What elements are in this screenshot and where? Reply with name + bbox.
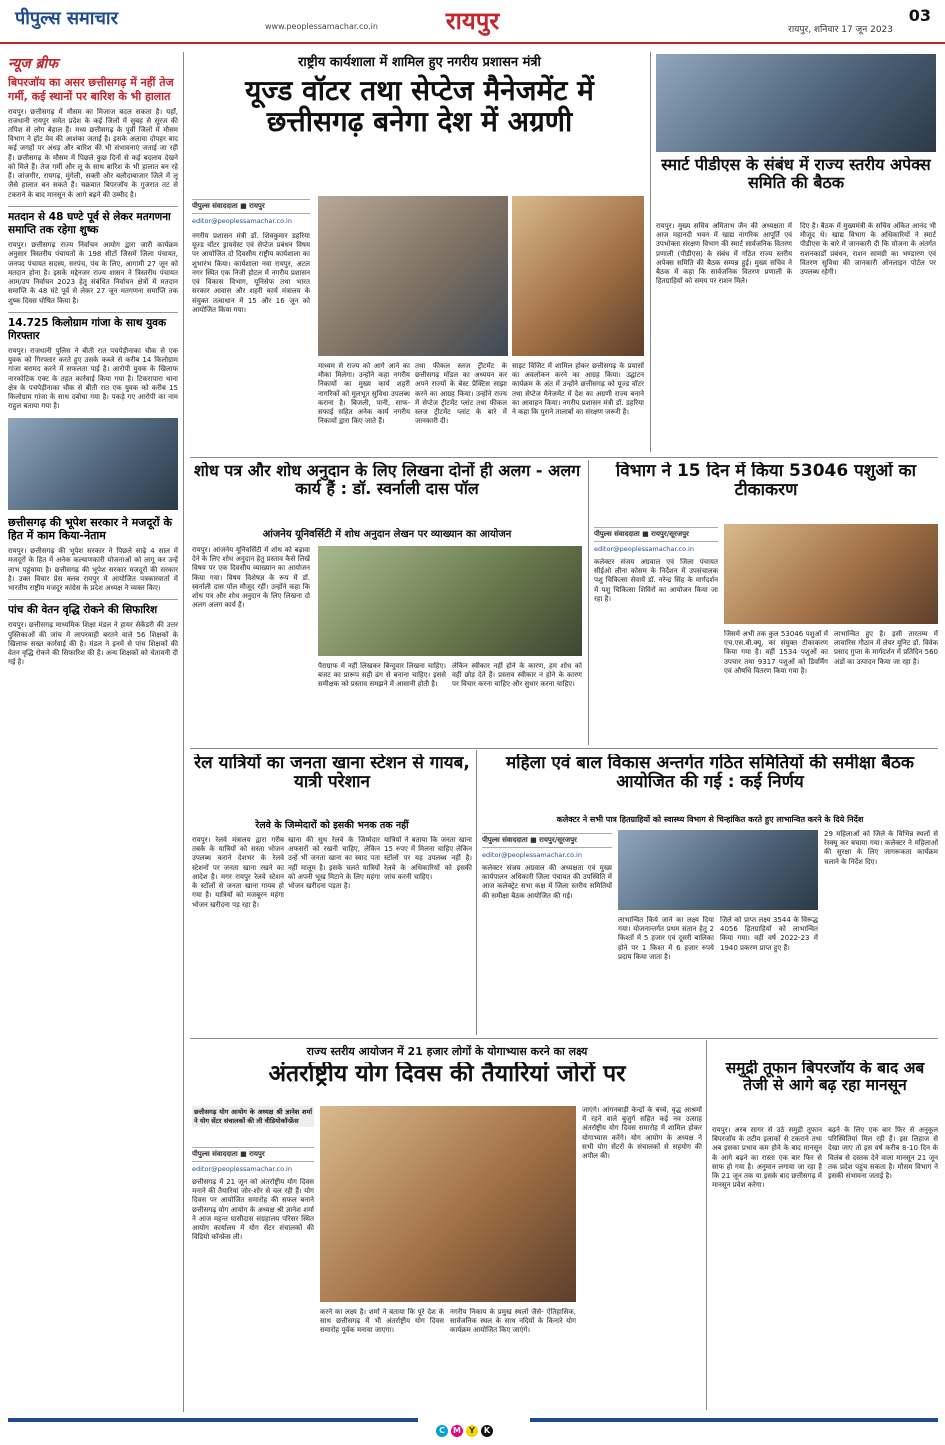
brief-headline: बिपरजॉय का असर छत्तीसगढ़ में नहीं तेज गर्मी, कई स्थानों पर बारिश के भी हालात (8, 76, 174, 103)
footer-strip (530, 1418, 938, 1422)
brand-logo: पीपुल्स समाचार (15, 8, 118, 29)
monsoon-body: रायपुर। अरब सागर से उठे समुद्री तूफान बिपरजॉय के तटीय इलाकों से टकराने तथा अब इसका प्रभाव कम होने के बाद मानसून के आगे बढ़ने का रास्ता एक बार फिर से साफ हो गया है। अनुमान लगाया जा रहा है कि 21 जून तक या इसके बाद छत्तीसगढ़ में मानसून प्रवेश करेगा। (712, 1126, 822, 1190)
brand-url[interactable]: www.peoplessamachar.co.in (265, 22, 378, 31)
city-title: रायपुर (445, 7, 500, 35)
lead-kicker: राष्ट्रीय कार्यशाला में शामिल हुए नगरीय प्रशासन मंत्री (298, 55, 541, 70)
lead-body: माध्यम से राज्य को आगे आने का मौका मिलेगा। उन्होंने कहा नगरीय निकायों का मुख्य कार्य शहरी नागरिकों को मूलभूत सुविधा उपलब्ध कराना है। बिजली, पानी, साफ-सफाई सहित अनेक कार्य नगरीय निकायों द्वारा किए जाते हैं। (318, 362, 410, 426)
cattle-body: जिसमें अभी तक कुल 53046 पशुओं में एच.एस.बी.क्यू. का संयुक्त टीकाकरण किया गया है। वहीं 1534 पशुओं का उपचार तथा 9317 पशुओं को डिवर्मिंग एवं औषधि वितरण किया गया है। (724, 630, 828, 675)
brief-photo (8, 418, 178, 510)
research-photo (318, 546, 582, 656)
footer-strip (8, 1418, 418, 1422)
yoga-body: नगरीय निकाय के प्रमुख स्थलों जैसे- ऐतिहासिक, सार्वजनिक स्थल के साथ नदियों के किनारे योग कार्यक्रम आयोजित किए जाएंगे। (450, 1308, 576, 1335)
women-body: लाभान्वित किये जाने का लक्ष्य दिया गया। योजनान्तर्गत प्रथम संतान हेतु 2 किश्तों में 5 हजार एवं दूसरी बालिका होने पर 1 किश्त में 6 हजार रुपये प्रदाय किया जाता है। (618, 916, 714, 961)
pds-headline: स्मार्ट पीडीएस के संबंध में राज्य स्तरीय अपेक्स समिति की बैठक (661, 156, 931, 192)
women-body: 29 महिलाओं को जिले के विभिन्न स्थलों से रेस्क्यू कर बचाया गया। कलेक्टर ने महिलाओं की सुरक्षा के लिए जागरूकता कार्यक्रम चलाने के निर्देश दिए। (824, 830, 938, 866)
lead-photo (318, 196, 508, 356)
pds-body: दिए है। बैठक में मुख्यमंत्री के सचिव अंकित आनंद भी मौजूद थे। खाद्य विभाग के अधिकारियों ने स्मार्ट पीडीएस के बारे में जानकारी दी कि योजना के अंतर्गत राशनकार्डों प्रबंधन, राशन सामग्री का भण्डारण एवं वितरण सुविधा की जानकारी ऑनलाइन पोर्टल पर उपलब्ध रहेगी। (800, 222, 936, 277)
research-headline: शोध पत्र और शोध अनुदान के लिए लिखना दोनों ही अलग - अलग कार्य हैं : डॉ. स्वर्नाली दास पॉल (193, 462, 581, 498)
brief-body: रायपुर। राजधानी पुलिस ने बीती रात पचपेड़ीनाका चौक से एक युवक को गिरफ्तार करते हुए उसके कब्जे से करीब 14 किलोग्राम गांजा बरामद करने में सफलता पाई है। आरोपी युवक के खिलाफ नारकोटिक एक्ट के तहत कार्रवाई किया गया है। टिकरापारा थाना क्षेत्र के पचपेड़ीनाका चौक से बीती रात एक युवक को करीब 15 किलोग्राम गांजा के साथ दबोचा गया है। पकड़े गए आरोपी का नाम राहुल बताया गया है। (8, 346, 178, 411)
yoga-email[interactable]: editor@peoplessamachar.co.in (192, 1165, 292, 1173)
cmyk-marks (436, 1425, 493, 1437)
research-body: रायपुर। आंजनेय यूनिवर्सिटी में शोध को बढ़ावा देने के लिए शोध अनुदान हेतु प्रस्ताव कैसे लिखें विषय पर एक दिवसीय व्याख्यान का आयोजन किया गया। विषय विशेषज्ञ के रूप में डॉ. स्वर्नाली दास पॉल मौजूद रहीं। उन्होंने कहा कि शोध पत्र और शोध अनुदान के लिए लिखना दो अलग अलग कार्य हैं। (192, 546, 310, 610)
women-email[interactable]: editor@peoplessamachar.co.in (482, 851, 582, 859)
masthead (0, 0, 945, 44)
brief-body: रायपुर। छत्तीसगढ़ में मौसम का मिजाज बदल सकता है। यहाँ, राजधानी रायपुर समेत प्रदेश के कई जिलों में सुबह से सूरज की तपिश से लोग बेहाल हैं। मध्य छत्तीसगढ़ के पूर्वी जिलों में मौसम विभाग ने हॉट वेव की आशंका जताई है। इसके अलावा दोपहर बाद कई जगहों पर अंधड़ और बारिश की भी संभावनाएं जताई जा रही हैं। छत्तीसगढ़ के मौसम में पिछले कुछ दिनों से कई बदलाव देखने को मिले हैं। तेज गर्मी और लू के साथ बारिश के भी हालात बन रहे हैं। जांजगीर, रायगढ़, मुंगेली, सक्ती और बलौदाबाजार जिले में लू जैसे हालात बन सकते हैं। चक्रवात बिपरजॉय के गुजरात तट से टकराने के बाद मानसून के आगे बढ़ने की उम्मीद है। (8, 107, 178, 199)
news-brief-label: न्यूज ब्रीफ (8, 56, 58, 72)
rail-body: रायपुर। रेलवे मंत्रालय द्वारा गरीब तबके के यात्रियों को सस्ता भोजन उपलब्ध कराने देशभर के रेलवे स्टेशनों पर जनता खाना रखने का आदेश है। मगर रायपुर रेलवे स्टेशन के स्टॉलों से जनता खाना गायब हो गया है। यात्रियों को मजबूरन महंगा भोजन खरीदना पड़ रहा है। (192, 836, 284, 909)
news-brief-column (8, 54, 178, 1409)
lead-byline: पीपुल्स संवाददाता ■ रायपुर editor@peoplessamachar.co.in (192, 196, 310, 230)
rail-body: यात्रियों ने बताया कि जनता खाना 15 रुपए में मिलना चाहिए लेकिन स्टॉलों पर यह उपलब्ध नहीं है। रेलवे के अधिकारियों को इसकी जांच करनी चाहिए। (384, 836, 472, 881)
brief-headline: 14.725 किलोग्राम गांजा के साथ युवक गिरफ्तार (8, 312, 178, 343)
brief-headline: छत्तीसगढ़ की भूपेश सरकार ने मजदूरों के हित में काम किया-नेताम (8, 515, 172, 543)
women-byline: पीपुल्स संवाददाता ■ रायपुर/सूरजपुर editor@peoplessamachar.co.in (482, 830, 612, 860)
cattle-body: कलेक्टर संजय अग्रवाल एवं जिला पंचायत सीईओ लीना कोसम के निर्देशन में उपसंचालक पशु चिकित्सा सेवायें डॉ. नरेन्द्र सिंह के मार्गदर्शन में पशु चिकित्सा शिविरों का आयोजन किया जा रहा है। (594, 558, 718, 603)
women-photo (618, 830, 818, 910)
yoga-photo (320, 1106, 576, 1302)
research-body: लेकिन स्वीकार नहीं होने के कारण, हम शोध को वहीं छोड़ देते हैं। प्रस्ताव स्वीकार न होने के कारण पर विचार करना चाहिए और सुधार करना चाहिए। (452, 662, 582, 689)
cmyk-dot: M (451, 1425, 463, 1437)
cattle-byline: पीपुल्स संवाददाता ■ रायपुर/सूरजपुर editor@peoplessamachar.co.in (594, 524, 718, 554)
lead-body: तथा फीकल स्लज ट्रीटमेंट के छत्तीसगढ़ मॉडल का अध्ययन कर अपने राज्यों के बेस्ट प्रैक्टिस साझा करने का आग्रह किया। उन्होंने राज्य में सेप्टेज ट्रीटमेंट प्लांट तथा फीकल स्लज ट्रीटमेंट प्लांट के बारे में जानकारी दी। (415, 362, 507, 426)
dateline: रायपुर, शनिवार 17 जून 2023 (788, 25, 893, 35)
yoga-byline: पीपुल्स संवाददाता ■ रायपुर editor@peoplessamachar.co.in (192, 1144, 314, 1174)
pds-photo (656, 54, 936, 152)
rail-subhead: रेलवे के जिम्मेदारों को इसकी भनक तक नहीं (255, 820, 409, 831)
cmyk-dot: Y (466, 1425, 478, 1437)
brief-body: रायपुर। छत्तीसगढ़ की भूपेश सरकार ने पिछले साढ़े 4 साल में मजदूरों के हित में अनेक कल्याणकारी योजनाओं को लागू कर उन्हें लाभ पहुंचाया है। छत्तीसगढ़ की भूपेश सरकार मजदूरों की सरकार है। उक्त विचार प्रेस क्लब रायपुर में आयोजित पत्रकारवार्ता में भारतीय राष्ट्रीय मजदूर कांग्रेस के प्रदेश अध्यक्ष ने व्यक्त किए। (8, 547, 178, 593)
yoga-headline: अंतर्राष्ट्रीय योग दिवस की तैयारियां जोरों पर (268, 1062, 626, 1087)
cmyk-dot: K (481, 1425, 493, 1437)
yoga-caption: छत्तीसगढ़ योग आयोग के अध्यक्ष श्री ज्ञानेश शर्मा ने योग सेंटर संचालकों की ली वीडियोकॉन्फ्रेंस (192, 1106, 314, 1127)
cattle-email[interactable]: editor@peoplessamachar.co.in (594, 545, 694, 553)
yoga-body: करने का लक्ष्य है। शर्मा ने बताया कि पूरे देश के साथ छत्तीसगढ़ में भी अंतर्राष्ट्रीय योग दिवस समारोह पूर्वक मनाया जाएगा। (320, 1308, 444, 1335)
cattle-photo (724, 524, 938, 624)
brief-body: रायपुर। छत्तीसगढ़ माध्यमिक शिक्षा मंडल ने हायर सेकेंडरी की उत्तर पुस्तिकाओं की जांच में लापरवाही बरतने वाले 56 शिक्षकों के खिलाफ सख्त कार्रवाई की है। मंडल ने इनमें से पांच शिक्षकों की वेतन वृद्धि रोकने की सिफारिश की है। अन्य शिक्षकों को चेतावनी दी गई है। (8, 621, 178, 667)
brief-headline: मतदान से 48 घण्टे पूर्व से लेकर मतगणना समाप्ति तक रहेगा शुष्क (8, 206, 178, 237)
cmyk-dot: C (436, 1425, 448, 1437)
lead-body: साइट विजिट में शामिल होकर छत्तीसगढ़ के प्रयासों का अवलोकन करने का आग्रह किया। उद्घाटन कार्यक्रम के अंत में उन्होंने छत्तीसगढ़ को यूज्ड वॉटर तथा सेप्टेज मैनेजमेंट में देश का अग्रणी राज्य बनाने का आवाहन किया। नगरीय प्रशासन मंत्री डॉ. डहरिया ने कहा कि पुराने तालाबों का संरक्षण जरूरी है। (512, 362, 644, 417)
rail-body: खाना की सुध रेलवे के जिम्मेदार अफसरों को रखनी चाहिए, लेकिन उन्हें भी जनता खाना का स्वाद पता नहीं मालूम है। इसके चलते यात्रियों को अपनी भूख मिटाने के लिए महंगा भोजन खरीदना पड़ता है। (288, 836, 380, 891)
women-body: जिले को प्राप्त लक्ष्य 3544 के विरूद्ध 4056 हितग्राहियों को लाभान्वित किया गया। वहीं वर्ष 2022-23 में 1940 प्रकरण प्राप्त हुए हैं। (720, 916, 818, 952)
yoga-kicker: राज्य स्तरीय आयोजन में 21 हजार लोगों के योगाभ्यास करने का लक्ष्य (306, 1045, 588, 1058)
lead-email[interactable]: editor@peoplessamachar.co.in (192, 217, 292, 225)
rail-headline: रेल यात्रियों का जनता खाना स्टेशन से गायब, यात्री परेशान (194, 754, 470, 793)
pds-body: रायपुर। मुख्य सचिव अमिताभ जैन की अध्यक्षता में आज महानदी भवन में खाद्य नागरिक आपूर्ति एवं उपभोक्ता संरक्षण विभाग की स्मार्ट सार्वजनिक वितरण प्रणाली (पीडीएस) के संबंध में गठित राज्य स्तरीय अपेक्स समिति की बैठक सम्पन्न हुई। मुख्य सचिव ने बैठक में कहा कि सार्वजनिक वितरण प्रणाली के हितग्राहियों को समय पर राशन मिले। (656, 222, 792, 286)
women-headline: महिला एवं बाल विकास अन्तर्गत गठित समितियों की समीक्षा बैठक आयोजित की गई : कई निर्णय (506, 754, 914, 793)
lead-photo-2 (512, 196, 644, 356)
page-number: 03 (908, 6, 931, 25)
cattle-headline: विभाग ने 15 दिन में किया 53046 पशुओं का टीकाकरण (615, 462, 917, 501)
research-subhead: आंजनेय यूनिवर्सिटी में शोध अनुदान लेखन पर व्याख्यान का आयोजन (262, 529, 512, 540)
monsoon-headline: समुद्री तूफान बिपरजॉय के बाद अब तेजी से आगे बढ़ रहा मानसून (725, 1060, 925, 1095)
yoga-body: छत्तीसगढ़ में 21 जून को अंतर्राष्ट्रीय योग दिवस मनाने की तैयारियां जोर-शोर से चल रही हैं। योग दिवस पर आयोजित समारोह की सफल बनाने छत्तीसगढ़ योग आयोग के अध्यक्ष श्री ज्ञानेश शर्मा ने आज महन्त घासीदास संग्रहालय परिसर स्थित आयोग कार्यालय में योग सेंटर संचालकों की विडियो कॉन्फ्रेंस ली। (192, 1178, 314, 1242)
cattle-body: लाभान्वित हुए है। इसी तारतम्य में लावारिस गौठान में लेयर यूनिट डॉ. विवेक प्रसाद गुप्ता के मार्गदर्शन में प्रतिदिन 560 अंडों का उत्पादन किया जा रहा है। (834, 630, 938, 666)
lead-headline: यूज्ड वॉटर तथा सेप्टेज मैनेजमेंट में छत्तीसगढ़ बनेगा देश में अग्रणी (245, 74, 594, 139)
lead-body: नगरीय प्रशासन मंत्री डॉ. शिवकुमार डहरिया यूज्ड वॉटर ड्रायवेस्ट एवं सेप्टेज प्रबंधन विषय पर आयोजित दो दिवसीय राष्ट्रीय कार्यशाला का शुभारंभ किया। कार्यशाला नवा रायपुर, अटल नगर स्थित एक निजी होटल में नगरीय प्रशासन एवं विकास विभाग, यूनिसेफ तथा भारत सरकार आवास और शहरी कार्य मंत्रालय के संयुक्त तत्वाधान में 15 और 16 जून को आयोजित किया गया। (192, 232, 310, 314)
brief-headline: पांच की वेतन वृद्धि रोकने की सिफारिश (8, 599, 178, 617)
yoga-body: जाएंगे। आंगनबाड़ी केन्द्रों के बच्चे, वृद्ध आश्रमों में रहने वाले बुजुर्ग सहित कई नव उत्साह अंतर्राष्ट्रीय योग दिवस समारोह में शामिल होकर योगाभ्यास करेंगे। योग आयोग के अध्यक्ष ने सभी योग सेंटरों के संचालकों से सहयोग की अपील की। (582, 1106, 702, 1161)
research-body: पैराग्राफ में नहीं लिखकर बिन्दुवार लिखना चाहिए। बजट का प्रारूप सही ढंग से बनाना चाहिए। इससे समीक्षक को प्रस्ताव समझने में आसानी होती है। (318, 662, 446, 689)
monsoon-body: बढ़ने के लिए एक बार फिर से अनुकूल परिस्थितियां मिल रही हैं। इस लिहाज से देखा जाए तो इस वर्ष करीब 8-10 दिन के विलंब से दस्तक देने वाला मानसून 21 जून तक प्रदेश पहुंच सकता है। मौसम विभाग ने इसकी संभावना जताई है। (828, 1126, 938, 1181)
women-subhead: कलेक्टर ने सभी पात्र हितग्राहियों को स्वास्थ्य विभाग से चिन्हांकित करते हुए लाभान्वित करने के दिये निर्देश (556, 815, 864, 824)
brief-body: रायपुर। छत्तीसगढ़ राज्य निर्वाचन आयोग द्वारा जारी कार्यक्रम अनुसार त्रिस्तरीय पंचायतों के 198 सीटों जिसमें जिला पंचायत, जनपद पंचायत सदस्य, सरपंच, पंच के लिए, आगामी 27 जून को मतदान होना है। इसके मद्देनजर राज्य शासन ने त्रिस्तरीय पंचायत आम/उप निर्वाचन 2023 हेतु संबंधित निर्वाचन क्षेत्रों में मतदान समाप्ति के 48 घंटे पूर्व से लेकर 27 जून मतगणना समाप्ति तक शुष्क दिवस घोषित किया है। (8, 241, 178, 305)
women-body: कलेक्टर संजय अग्रवाल की अध्यक्षता एवं मुख्य कार्यपालन अधिकारी जिला पंचायत की उपस्थिति में आज कलेक्ट्रेट सभा कक्ष में जिला स्तरीय समितियों की समीक्षा बैठक आयोजित की गई। (482, 864, 612, 900)
